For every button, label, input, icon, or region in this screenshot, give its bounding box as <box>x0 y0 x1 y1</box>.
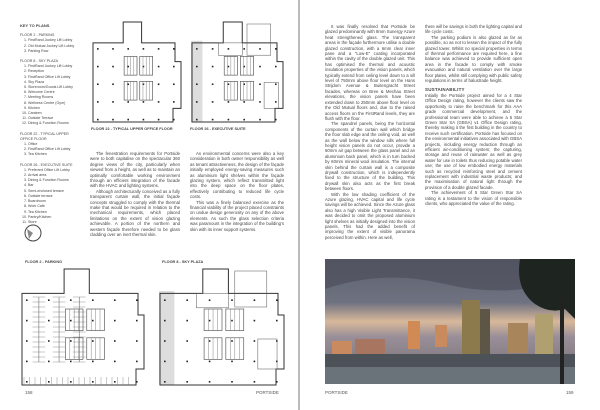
city-skyline-photo <box>325 259 575 384</box>
plan-mark <box>275 101 277 103</box>
plan-mark <box>164 320 166 322</box>
left-text-col-2 <box>190 151 284 232</box>
key-item: 10. Pantry/Kitchen <box>28 215 82 220</box>
key-floor-list <box>20 38 82 54</box>
plan-mark <box>259 48 261 50</box>
plan-mark <box>136 361 138 363</box>
key-item: 7. Meeting Rooms <box>28 95 82 100</box>
plan-mark <box>196 48 198 50</box>
key-item: 8. Wellness Centre (Gym) <box>28 101 82 106</box>
key-floor-list <box>20 168 82 225</box>
plan-mark <box>259 83 261 85</box>
key-floor-heading: FLOOR 2 - PARKING <box>20 33 55 38</box>
plan-mark <box>212 83 214 85</box>
plan-mark <box>231 340 233 342</box>
plan-mark <box>209 299 211 301</box>
plan-mark <box>254 320 256 322</box>
plan-mark <box>26 299 28 301</box>
footer-brand-right: PORTSIDE <box>325 390 348 395</box>
plan-mark <box>97 119 99 121</box>
key-item: 11. Store <box>28 220 82 225</box>
key-item: 2. FirstRand Office Lift Lobby <box>28 147 82 152</box>
plan-mark <box>228 83 230 85</box>
plan-mark <box>258 339 277 369</box>
caption-floor-8: FLOOR 8 - SKY PLAZA <box>162 260 204 264</box>
plan-mark <box>196 83 198 85</box>
key-item: 7. Boardroom <box>28 199 82 204</box>
key-item: 3. Parking Row <box>28 49 82 54</box>
key-title: KEY TO PLANS <box>20 23 50 28</box>
plan-mark <box>173 66 175 68</box>
plan-mark <box>209 340 211 342</box>
key-item: 10. Canteen <box>28 111 82 116</box>
plan-mark <box>259 101 261 103</box>
plan-mark <box>275 66 277 68</box>
plan-mark <box>191 41 202 122</box>
plan-mark <box>26 381 28 383</box>
paragraph: The parking podium is also glazed as far as possible, so as not to lessen the impact of the fully glazed tower. Whilst no special properties in terms of thermal performance are required here, a fine balance was achieved to provide sufficient open area in the facade to comply with smoke evacuation and natural ventilation over the large floor plates, whilst still complying with public safety regulations in terms of balustrade height. <box>425 34 522 84</box>
key-list <box>20 33 82 225</box>
key-item: 5. Storeroom/Goods Lift Lobby <box>28 85 82 90</box>
plan-mark <box>114 299 116 301</box>
plan-mark <box>136 381 138 383</box>
key-item: 8. Work Café <box>28 204 82 209</box>
plan-mark <box>70 381 72 383</box>
plan-mark <box>243 48 245 50</box>
plan-mark <box>136 299 138 301</box>
plan-mark <box>254 381 256 383</box>
plan-mark <box>114 340 116 342</box>
plan-mark <box>92 340 94 342</box>
page-gutter <box>298 0 300 410</box>
plan-mark <box>219 43 243 55</box>
plan-mark <box>186 381 188 383</box>
key-item: 9. Tea Kitchen <box>28 210 82 215</box>
plan-mark <box>127 48 129 50</box>
plan-mark <box>212 66 214 68</box>
floor-26-plan <box>190 20 285 124</box>
plan-mark <box>164 381 166 383</box>
plan-mark <box>112 101 114 103</box>
plan-mark <box>212 48 214 50</box>
caption-floor-2: FLOOR 2 - PARKING <box>25 260 63 264</box>
plan-mark <box>196 66 198 68</box>
key-item: 9. Kitchen <box>28 106 82 111</box>
plan-mark <box>48 340 50 342</box>
page-number-left: 158 <box>25 390 33 395</box>
plan-mark <box>112 119 114 121</box>
plan-mark <box>231 361 233 363</box>
key-floor-heading: FLOOR 26 - EXECUTIVE SUITE <box>20 162 73 167</box>
plan-mark <box>231 299 233 301</box>
plan-mark <box>212 101 214 103</box>
plan-mark <box>186 320 188 322</box>
plan-mark <box>228 119 230 121</box>
plan-mark <box>70 361 72 363</box>
paragraph: Initially the Portside project aimed for a 4 Star Office Design rating, however the clients saw the opportunity to raise the benchmark for this AAA grade commercial development, and the professional team were able to achieve a 5 Star Green Star SA (GBSA) v1 Office Design rating, thereby making it the first building in the country to receive such certification. Portside has focused on the environmental initiatives associated with GBSA projects, including energy reduction through an efficient air-conditioning system; the capturing, storage and reuse of rainwater as well as grey water for use in toilets thus reducing potable water use; the use of low embodied energy materials such as recycled reinforcing steel and cement replacement with industrial waste products; and the maximisation of natural light through the provision of a double glazed facade. <box>425 92 522 190</box>
plan-mark <box>243 101 245 103</box>
plan-mark <box>173 48 175 50</box>
plan-mark <box>48 381 50 383</box>
plan-mark <box>231 320 233 322</box>
plan-mark <box>254 340 256 342</box>
plan-mark <box>275 48 277 50</box>
plan-mark <box>158 119 160 121</box>
plan-mark <box>243 119 245 121</box>
key-floor-list <box>20 142 82 158</box>
plan-mark <box>276 320 278 322</box>
key-item: 5. Semi-enclosed terrace <box>28 189 82 194</box>
plan-mark <box>259 66 261 68</box>
plan-mark <box>254 299 256 301</box>
plan-mark <box>97 83 99 85</box>
plan-mark <box>275 119 277 121</box>
page-number-right: 159 <box>566 390 574 395</box>
key-floor-heading: FLOOR 22 - TYPICAL UPPER OFFICE FLOOR <box>20 131 69 141</box>
footer-brand-left: PORTSIDE <box>256 390 279 395</box>
plan-mark <box>209 361 211 363</box>
plan-mark <box>173 83 175 85</box>
right-text-col-1 <box>325 24 415 240</box>
key-item: 2. Reception <box>28 69 82 74</box>
key-item: 2. Old Mutual Jockey Lift Lobby <box>28 44 82 49</box>
paragraph: As environmental concerns were also a key consideration in both owner responsibility as well as tenant attractiveness, the design of the façade initially employed energy-saving measures such as aluminium light shelves within the façade glazing system, which reflect transmitted light into the deep space on the floor plates, effectively contributing to reduced life cycle costs. <box>190 151 284 200</box>
plan-mark <box>276 299 278 301</box>
key-item: 12. Dining & Function Rooms <box>28 121 82 126</box>
paragraph: With the low shading coefficient of the Azure glazing, HVAC capital and life cycle savings will be achieved. Since the Azure glass also has a high Visible Light Transmittance, it was decided to omit the proposed aluminium light shelves as initially designed into the vision panels. This had the added benefit of improving the extent of visible panorama perceived from within. Here as well, <box>325 191 415 240</box>
plan-mark <box>143 101 145 103</box>
plan-mark <box>196 293 228 307</box>
plan-mark <box>186 340 188 342</box>
key-floor-heading: FLOOR 8 - SKY PLAZA <box>20 59 59 64</box>
plan-mark <box>164 361 166 363</box>
paragraph: The achievement of 5 Star Green Star SA rating is a testament to the vision of responsible clients, who appreciated the value of the rating. <box>425 190 522 206</box>
plan-mark <box>48 320 50 322</box>
plan-mark <box>97 101 99 103</box>
plan-mark <box>158 83 160 85</box>
plan-mark <box>112 48 114 50</box>
plan-mark <box>97 66 99 68</box>
plan-mark <box>127 119 129 121</box>
paragraph: It was finally resolved that Portside be glazed predominantly with 8mm Sunergy Azure heat strengthened glass. The transparent areas in the façade furthermore utilise a double glazed construction, with a 6mm clear inner pane and a "Low-E" coating incorporated within the cavity of the double glazed unit. This has optimised the thermal and acoustic insulation properties of the vision panels, which typically extend from ceiling level down to a sill level of 750mm above floor level on the Hans Strijdom Avenue & Buitengracht Street facades, whereas on Bree & Mechau Street elevations, the vision panels have been extended down to 250mm above floor level on the Old Mutual floors and, due to the raised access floors on the FirstRand levels, they are flush with the floor. <box>325 24 415 121</box>
floor-22-plan <box>91 20 183 124</box>
plan-mark <box>212 119 214 121</box>
plan-mark <box>92 361 94 363</box>
plan-mark <box>136 340 138 342</box>
plan-mark <box>264 82 278 108</box>
key-item: 6. Welcome Centre <box>28 90 82 95</box>
plan-mark <box>70 299 72 301</box>
plan-mark <box>114 320 116 322</box>
north-compass-icon <box>24 224 42 242</box>
paragraph: This was a finely balanced exercise as the financial viability of the project placed constraints on undue design generosity on any of the above elements. As such the glass selection criteria was paramount in the integration of the building's skin with its inner support systems. <box>190 199 284 232</box>
plan-mark <box>164 299 166 301</box>
key-item: 3. FirstRand Office Lift Lobby <box>28 75 82 80</box>
key-item: 3. Tea Kitchen <box>28 152 82 157</box>
paragraph: The fenestration requirements for Portside were to both capitalise on the spectacular 360 degree views of the city, particularly when viewed from a height, as well as to maintain an optimally comfortable working environment through an efficient integration of the facade with the HVAC and lighting systems. <box>90 151 180 189</box>
plan-mark <box>158 48 160 50</box>
plan-mark <box>164 340 166 342</box>
plan-mark <box>186 299 188 301</box>
plan-mark <box>127 101 129 103</box>
paragraph: Although architecturally conceived as a fully transparent curtain wall, the initial façade concepts struggled to comply with the thermal make that would be required in relation to the mechanical requirements, which placed limitations on the extent of vision glazing achievable. A portion of the northern and western façade therefore needed to be glass cladding over an inert thermal skin. <box>90 188 180 238</box>
plan-mark <box>92 299 94 301</box>
plan-mark <box>159 291 174 385</box>
plan-mark <box>254 361 256 363</box>
left-text-col-1 <box>90 151 180 238</box>
key-item: 1. FirstRand Jockey Lift Lobby <box>28 64 82 69</box>
plan-mark <box>158 101 160 103</box>
key-item: 3. Dining & Function Rooms <box>28 178 82 183</box>
plan-mark <box>136 320 138 322</box>
plan-mark <box>48 299 50 301</box>
caption-floor-26: FLOOR 26 - EXECUTIVE SUITE <box>190 127 246 131</box>
key-item: 4. Sky Plaza <box>28 80 82 85</box>
right-text-col-2 <box>425 24 522 206</box>
plan-mark <box>209 320 211 322</box>
caption-floor-22: FLOOR 22 - TYPICAL UPPER OFFICE FLOOR <box>91 127 173 131</box>
plan-mark <box>259 119 261 121</box>
key-item: 1. Office <box>28 142 82 147</box>
section-heading: SUSTAINABILITY <box>425 87 465 93</box>
plan-mark <box>70 320 72 322</box>
key-to-plans <box>20 23 82 225</box>
plan-mark <box>186 361 188 363</box>
plan-mark <box>196 119 198 121</box>
plan-mark <box>228 101 230 103</box>
plan-mark <box>143 119 145 121</box>
plan-mark <box>70 340 72 342</box>
plan-mark <box>26 340 28 342</box>
plan-mark <box>112 66 114 68</box>
plan-mark <box>112 83 114 85</box>
key-item: 11. Outside Terrace <box>28 116 82 121</box>
paragraph: The spandrel panels, being the horizontal components of the curtain wall which bridge the floor slab edge and the ceiling void, as well as the wall below the window sills where full height vision panels do not occur, provide a 60mm air gap between the glass panel and an aluminium back panel, which is in turn backed by 60mm mineral wool insulation. The internal skin behind the curtain wall is a composite drywall construction, which is independently fixed to the structure of the building. This drywall skin also acts as the first break between floors. <box>325 121 415 192</box>
key-item: 4. Bar <box>28 183 82 188</box>
plan-mark <box>114 381 116 383</box>
plan-mark <box>275 83 277 85</box>
plan-mark <box>231 381 233 383</box>
plan-mark <box>173 119 175 121</box>
plan-mark <box>228 66 230 68</box>
floor-2-plan <box>20 267 146 387</box>
plan-mark <box>173 101 175 103</box>
plan-mark <box>26 320 28 322</box>
plan-mark <box>276 381 278 383</box>
key-item: 6. Outside terrace <box>28 194 82 199</box>
plan-mark <box>127 66 129 68</box>
plan-mark <box>92 320 94 322</box>
paragraph: there will be savings in both the lighting capital and life cycle costs. <box>425 24 522 35</box>
plan-mark <box>143 48 145 50</box>
plan-mark <box>97 48 99 50</box>
plan-mark <box>26 361 28 363</box>
key-item: 2. Arrival area <box>28 173 82 178</box>
plan-mark <box>235 271 267 307</box>
plan-mark <box>158 66 160 68</box>
plan-mark <box>228 48 230 50</box>
plan-mark <box>127 83 129 85</box>
plan-mark <box>48 361 50 363</box>
plan-mark <box>209 381 211 383</box>
key-item: 1. FirstRand Jockey Lift Lobby <box>28 38 82 43</box>
floor-8-plan <box>158 267 286 387</box>
plan-mark <box>92 381 94 383</box>
plan-mark <box>247 24 271 55</box>
plan-mark <box>196 101 198 103</box>
key-floor-list <box>20 64 82 126</box>
plan-mark <box>114 361 116 363</box>
key-item: 1. Preferred Office Lift Lobby <box>28 168 82 173</box>
